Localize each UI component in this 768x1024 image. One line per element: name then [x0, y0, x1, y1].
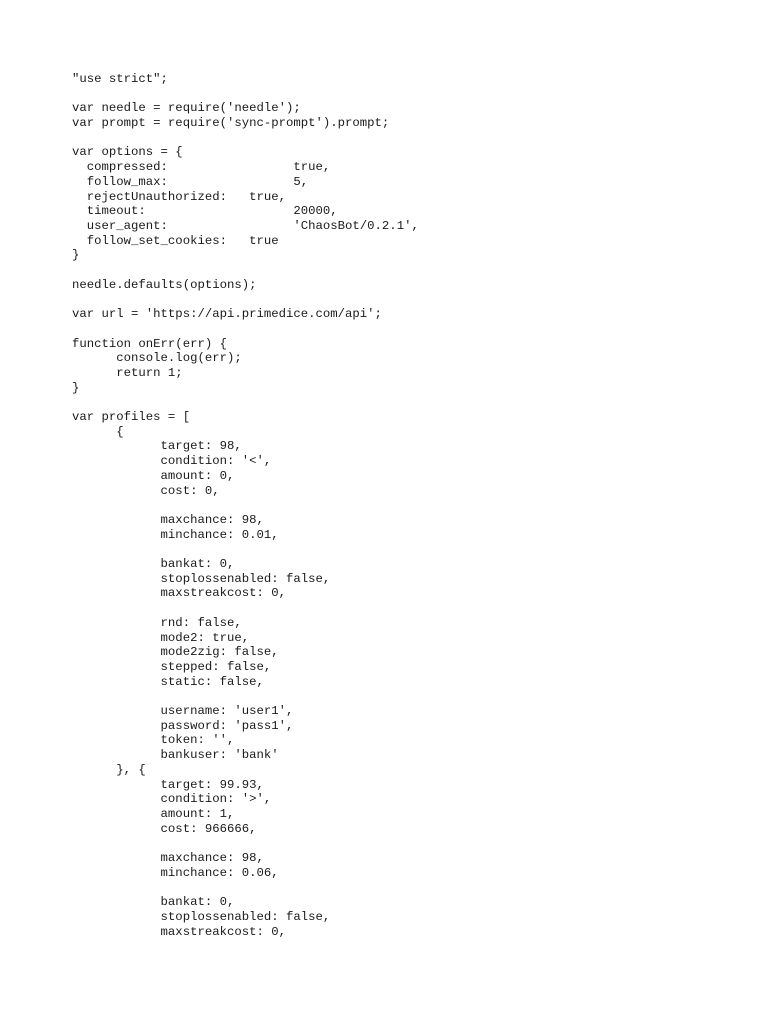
code-line: } [72, 248, 80, 263]
code-line: timeout: 20000, [72, 204, 338, 219]
code-line: rejectUnauthorized: true, [72, 189, 287, 204]
code-line [72, 881, 752, 896]
document-page [72, 72, 752, 939]
code-line: { [72, 424, 124, 439]
code-line: var prompt = require('sync-prompt').prompt; [72, 116, 390, 131]
code-line: amount: 0, [72, 468, 235, 483]
code-line: follow_set_cookies: true [72, 233, 279, 248]
code-line: user_agent: 'ChaosBot/0.2.1', [72, 219, 419, 233]
code-line: "use strict"; [72, 72, 168, 86]
code-line [72, 542, 752, 557]
code-line: maxstreakcost: 0, [72, 586, 287, 601]
code-line: }, { [72, 762, 146, 777]
code-line: minchance: 0.06, [72, 865, 279, 880]
code-line: cost: 0, [72, 483, 220, 498]
code-line: console.log(err); [72, 351, 242, 366]
code-line: stoplossenabled: false, [72, 909, 331, 924]
code-line: condition: '<', [72, 454, 272, 469]
code-line: static: false, [72, 674, 264, 689]
code-line: maxchance: 98, [72, 512, 264, 527]
code-line: condition: '>', [72, 792, 272, 807]
code-line: var url = 'https://api.primedice.com/api'; [72, 307, 382, 322]
code-line: cost: 966666, [72, 821, 257, 836]
code-line: username: 'user1', [72, 704, 294, 719]
code-line: compressed: true, [72, 160, 331, 175]
code-line: password: 'pass1', [72, 718, 294, 733]
code-line [72, 689, 752, 704]
code-line: maxchance: 98, [72, 851, 264, 866]
code-line [72, 263, 752, 278]
code-line [72, 131, 752, 146]
code-line [72, 601, 752, 616]
code-line: stepped: false, [72, 659, 272, 674]
code-line: bankat: 0, [72, 557, 235, 572]
code-line: var needle = require('needle'); [72, 101, 301, 116]
code-line: maxstreakcost: 0, [72, 924, 287, 939]
code-line: token: '', [72, 733, 235, 748]
code-line: bankuser: 'bank' [72, 748, 279, 763]
code-block [72, 72, 752, 939]
code-line: target: 98, [72, 439, 242, 454]
code-line: needle.defaults(options); [72, 277, 257, 292]
code-line: target: 99.93, [72, 777, 264, 792]
code-line: } [72, 380, 80, 395]
code-line: rnd: false, [72, 615, 242, 630]
code-line [72, 322, 752, 337]
code-line [72, 498, 752, 513]
code-line: bankat: 0, [72, 895, 235, 910]
code-line: mode2zig: false, [72, 645, 279, 660]
code-line: mode2: true, [72, 630, 250, 645]
code-line: amount: 1, [72, 807, 235, 821]
code-line [72, 293, 752, 308]
code-line: function onErr(err) { [72, 336, 227, 351]
code-line: var options = { [72, 145, 183, 160]
code-line: follow_max: 5, [72, 174, 309, 189]
code-line: var profiles = [ [72, 410, 191, 425]
code-line: minchance: 0.01, [72, 527, 279, 542]
code-line: return 1; [72, 365, 183, 380]
code-line: stoplossenabled: false, [72, 571, 331, 586]
code-line [72, 836, 752, 851]
code-line [72, 87, 752, 102]
code-line [72, 395, 752, 410]
